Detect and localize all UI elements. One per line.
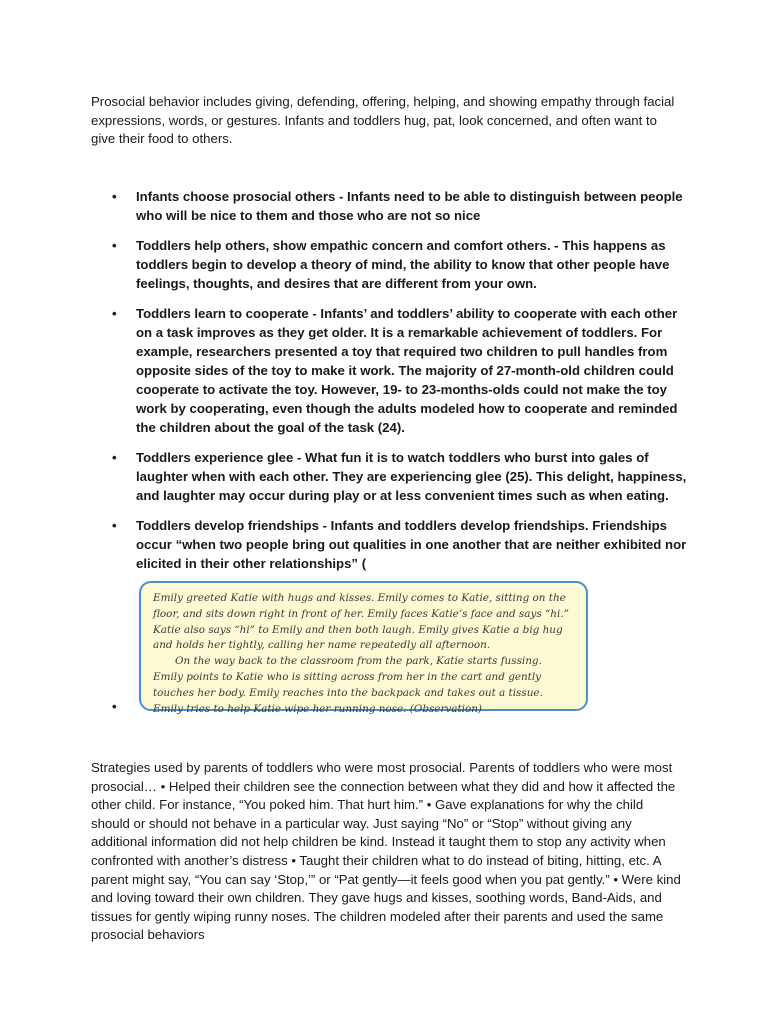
strategies-paragraph: Strategies used by parents of toddlers who were most prosocial. Parents of toddlers who were most prosocial… • Helped their children see the connection between what they did and how it affected the other child. For instance, “You poked him. That hurt him.” • Gave explanations for why the child should or should not behave in a particular way. Just saying “No” or “Stop” without giving any additional information did not help children be kind. Instead it taught them to stop any activity when confronted with another’s distress • Taught their children what to do instead of biting, hitting, etc. A parent might say, “You can say ‘Stop,’” or “Pat gently—it feels good when you pat gently.” • Were kind and loving toward their own children. They gave hugs and kisses, soothing words, Band-Aids, and tissues for gently wiping runny noses. The children modeled after their parents and used the same prosocial behaviors (91, 760, 681, 943)
bullet-item-help-others (91, 236, 691, 293)
bullet-item-prosocial-others (91, 187, 691, 225)
bullet-dot: • (112, 189, 117, 204)
bullet-dot: • (112, 306, 117, 321)
bullet-text: Toddlers help others, show empathic concern and comfort others. - This happens as toddlers begin to develop a theory of mind, the ability to know that other people have feelings, thoughts, and desires that are different from your own. (136, 238, 670, 291)
bullet-item-glee (91, 448, 691, 505)
bullet-dot: • (112, 238, 117, 253)
bullet-text: Infants choose prosocial others - Infants need to be able to distinguish between people who will be nice to them and those who are not so nice (136, 189, 683, 223)
observation-case-box (139, 581, 588, 715)
prosocial-bullet-list (91, 187, 691, 584)
bullet-text: Toddlers learn to cooperate - Infants’ and toddlers’ ability to cooperate with each other on a task improves as they get older. It is a remarkable achievement of toddlers. For example, researchers presented a toy that required two children to pull handles from opposite sides of the toy to make it work. The majority of 27-month-old children could cooperate to activate the toy. However, 19- to 23-months-olds could not make the toy work by cooperating, even though the adults modeled how to cooperate and reminded the children about the goal of the task (24). (136, 306, 678, 435)
bullet-dot: • (112, 450, 117, 465)
bullet-text: Toddlers experience glee - What fun it is to watch toddlers who burst into gales of laughter when with each other. They are experiencing glee (25). This delight, happiness, and laughter may occur during play or at less convenient times such as when eating. (136, 450, 687, 503)
bullet-text: Toddlers develop friendships - Infants and toddlers develop friendships. Friendships occur “when two people bring out qualities in one another that are neither exhibited nor elicited in their other relationships” ( (136, 518, 687, 571)
bullet-item-friendships (91, 516, 691, 573)
case-paragraph-1: Emily greeted Katie with hugs and kisses. Emily comes to Katie, sitting on the floor, and sits down right in front of her. Emily faces Katie’s face and says “hi.” Katie also says “hi” to Emily and then both laugh. Emily gives Katie a big hug and holds her tightly, calling her name repeatedly all afternoon. (153, 592, 569, 652)
bullet-item-cooperate (91, 304, 691, 437)
bullet-dot: • (112, 518, 117, 533)
empty-bullet-dot: • (112, 699, 117, 714)
case-paragraph-2: On the way back to the classroom from the park, Katie starts fussing. Emily points to Katie who is sitting across from her in the cart and gently touches her body. Emily reaches into the backpack and takes out a tissue. Emily tries to help Katie wipe her running nose. (Observation) (153, 655, 543, 715)
intro-paragraph: Prosocial behavior includes giving, defending, offering, helping, and showing empathy through facial expressions, words, or gestures. Infants and toddlers hug, pat, look concerned, and often want to give their food to others. (91, 94, 675, 147)
